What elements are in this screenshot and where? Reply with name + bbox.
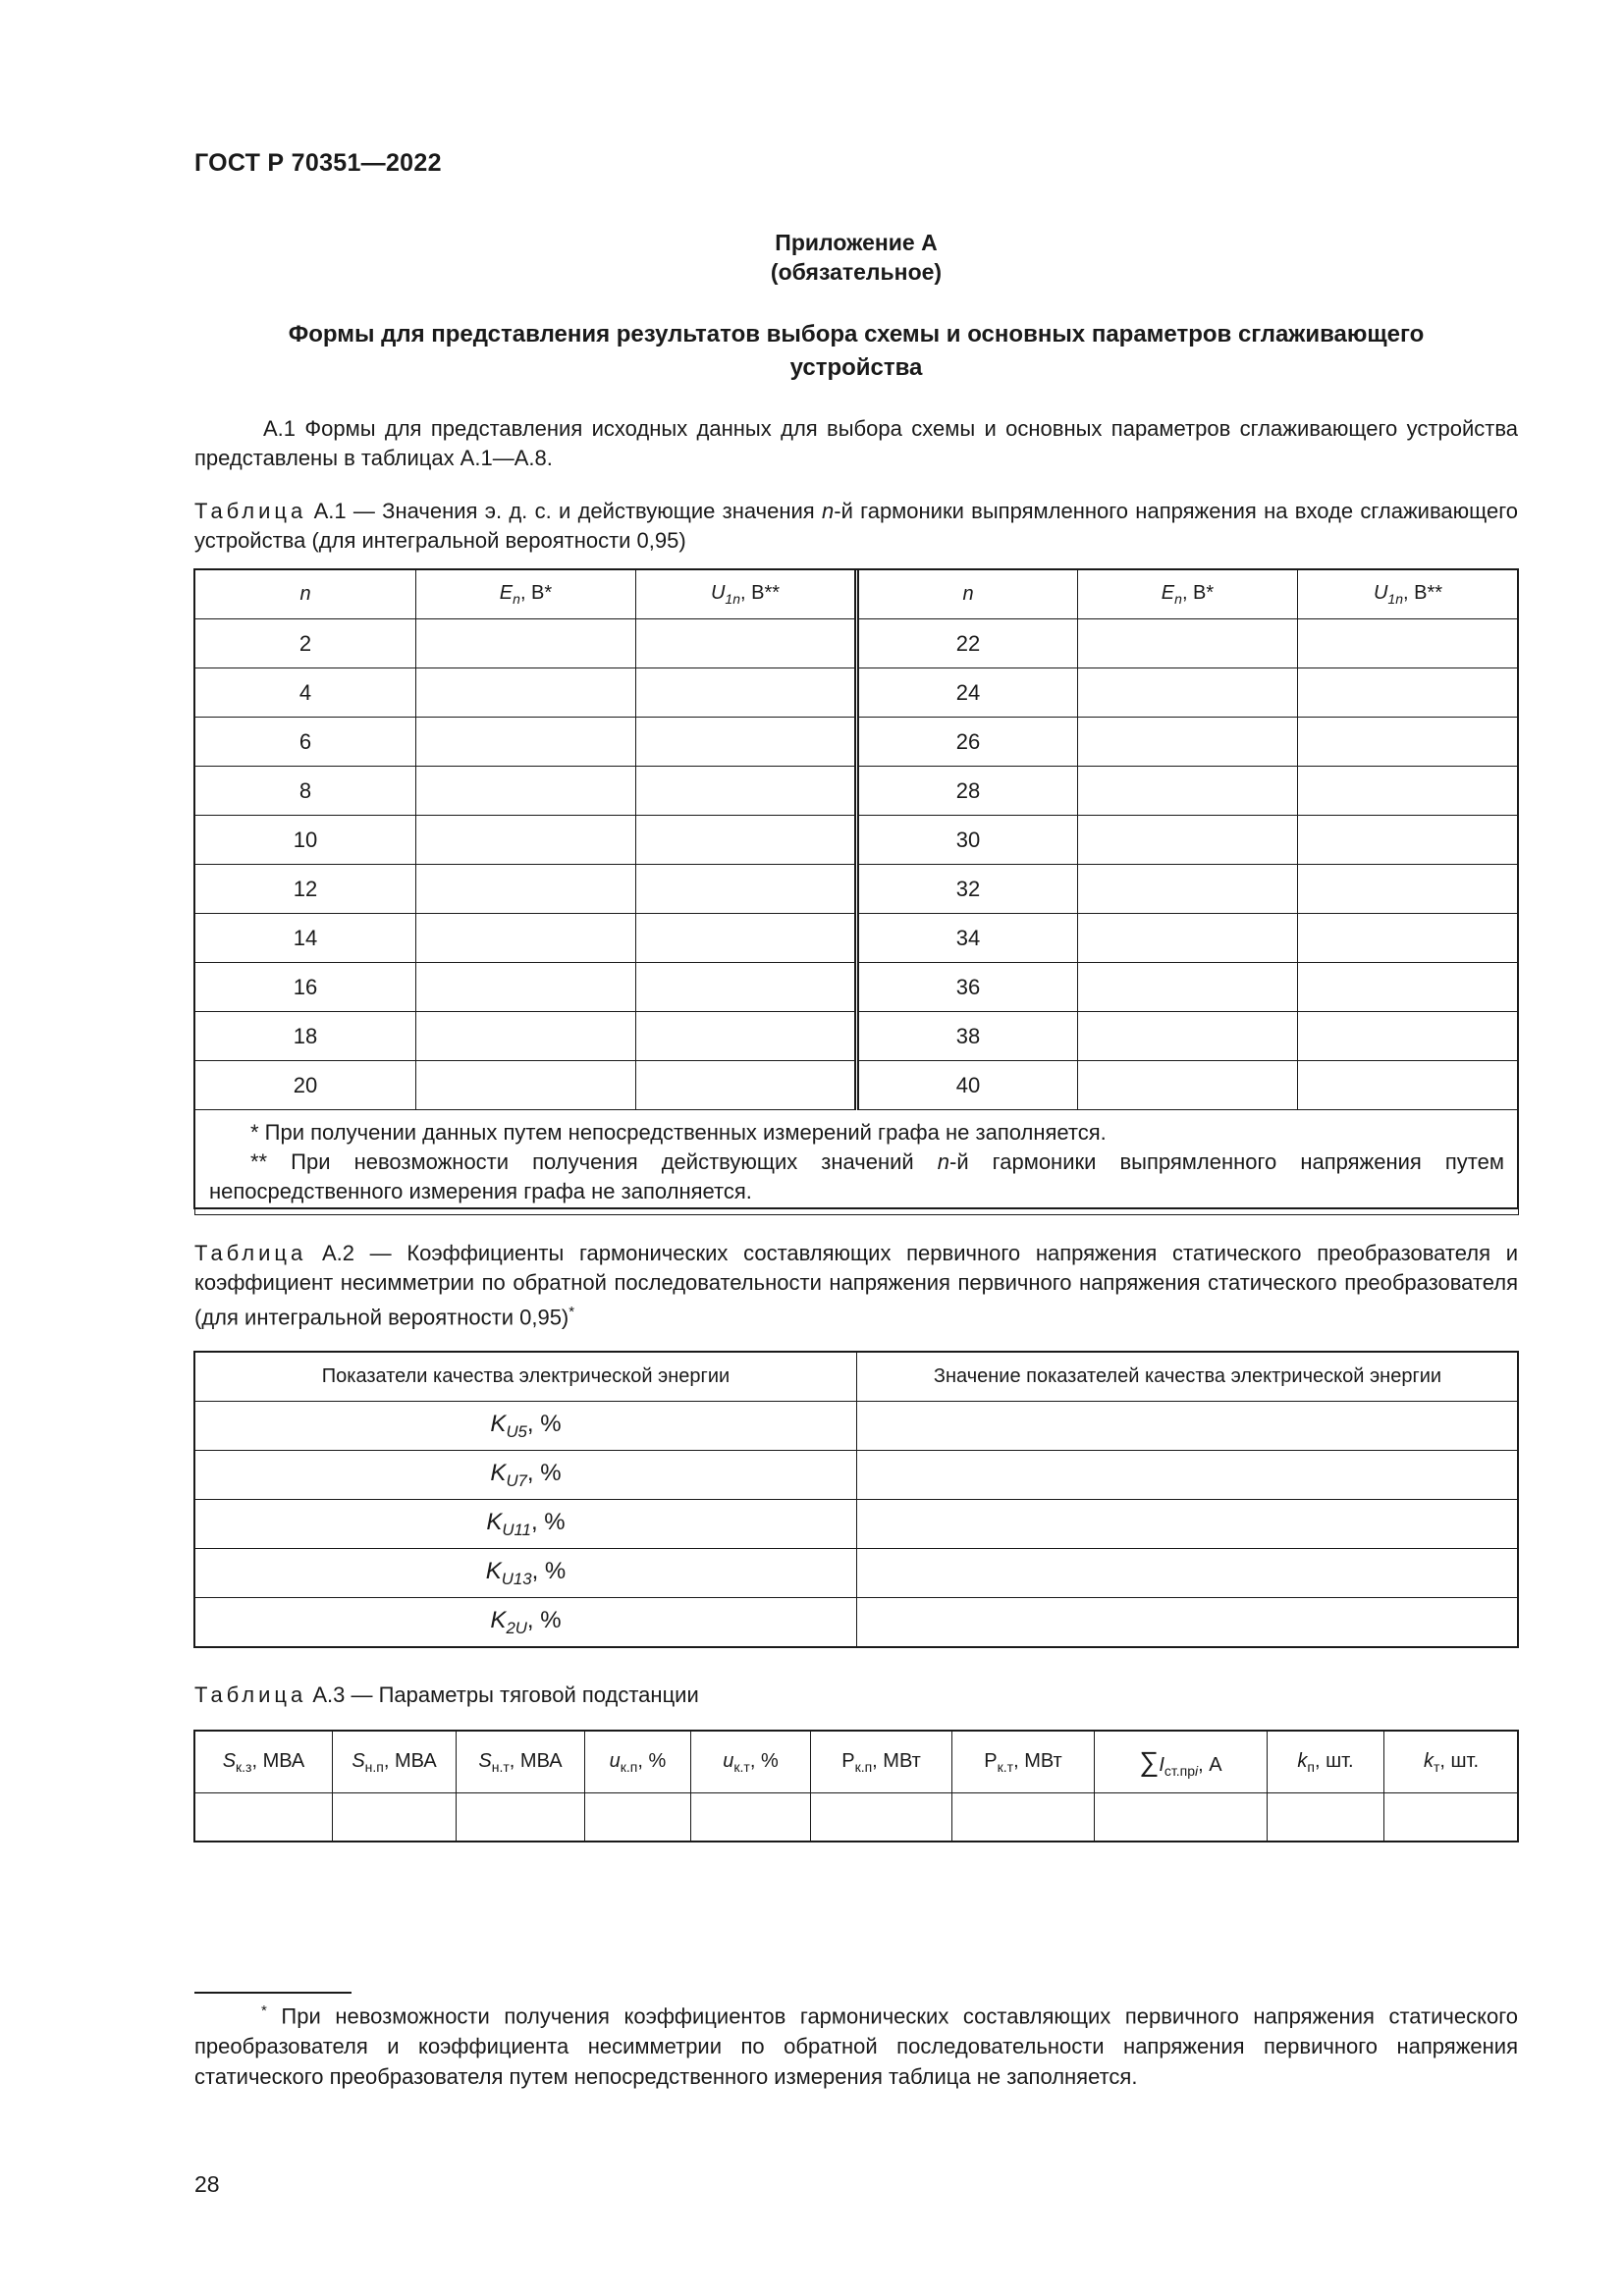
table1-header-e-right: $E_n$, В* <box>1078 570 1298 619</box>
table-row <box>195 1500 1519 1549</box>
table-a1 <box>194 569 1519 1215</box>
table-row <box>195 1061 1519 1110</box>
table1-caption-text: А.1 — Значения э. д. с. и действующие значения <box>306 499 822 523</box>
table2-indicator-cell: $K_{U13}$, % <box>195 1549 857 1598</box>
table1-u-cell[interactable] <box>636 963 857 1012</box>
table1-e-cell[interactable] <box>416 865 636 914</box>
table1-u-cell-right[interactable] <box>1298 1012 1519 1061</box>
table1-n-cell: 18 <box>195 1012 416 1061</box>
table2-indicator-cell: $K_{U5}$, % <box>195 1402 857 1451</box>
table1-n-cell-right: 34 <box>857 914 1078 963</box>
table1-u-cell[interactable] <box>636 767 857 816</box>
table3-header-cell: $Р_{к.т}$, МВт <box>952 1732 1095 1793</box>
table2-caption-text: А.2 — Коэффициенты гармонических составляющих первичного напряжения статического преобразователя и коэффициент несимметрии по обратной последовательности напряжения первичного напряжения статического преобразователя (для интегральной вероятности 0,95) <box>194 1241 1518 1330</box>
table3-value-cell[interactable] <box>1095 1793 1268 1842</box>
table1-e-cell[interactable] <box>416 914 636 963</box>
table1-e-cell[interactable] <box>416 1061 636 1110</box>
table3-header-row <box>195 1732 1519 1793</box>
table2-indicator-cell: $K_{U7}$, % <box>195 1451 857 1500</box>
table1-e-cell-right[interactable] <box>1078 767 1298 816</box>
table1-n-cell: 6 <box>195 718 416 767</box>
appendix-title: Приложение А <box>775 230 938 255</box>
table1-n-cell: 16 <box>195 963 416 1012</box>
table1-e-cell[interactable] <box>416 619 636 668</box>
table1-n-cell-right: 36 <box>857 963 1078 1012</box>
table1-caption-n: n <box>822 499 835 523</box>
table1-e-cell[interactable] <box>416 963 636 1012</box>
table1-n-cell-right: 40 <box>857 1061 1078 1110</box>
table2-header-value: Значение показателей качества электрической энергии <box>857 1353 1519 1402</box>
table1-e-cell-right[interactable] <box>1078 668 1298 718</box>
table2-indicator-cell: $K_{U11}$, % <box>195 1500 857 1549</box>
document-code: ГОСТ Р 70351—2022 <box>194 149 442 177</box>
table1-u-cell-right[interactable] <box>1298 668 1519 718</box>
table1-e-cell-right[interactable] <box>1078 1061 1298 1110</box>
table1-u-cell-right[interactable] <box>1298 865 1519 914</box>
table-row <box>195 1012 1519 1061</box>
table1-u-cell[interactable] <box>636 914 857 963</box>
table2-caption-word: Таблица <box>194 1241 307 1265</box>
table2-header-row <box>195 1353 1519 1402</box>
table1-note1: * При получении данных путем непосредственных измерений графа не заполняется. <box>250 1120 1107 1145</box>
table2-value-cell[interactable] <box>857 1500 1519 1549</box>
table1-n-cell-right: 28 <box>857 767 1078 816</box>
table1-u-cell[interactable] <box>636 668 857 718</box>
table3-header-cell: $k_т$, шт. <box>1384 1732 1519 1793</box>
table3-caption-word: Таблица <box>194 1682 307 1707</box>
table2-value-cell[interactable] <box>857 1402 1519 1451</box>
table1-u-cell[interactable] <box>636 619 857 668</box>
table3-header-cell: $S_{н.т}$, МВА <box>457 1732 585 1793</box>
section-title-line2: устройства <box>789 354 923 381</box>
intro-paragraph: А.1 Формы для представления исходных данных для выбора схемы и основных параметров сглаживающего устройства представлены в таблицах А.1—А.8. <box>194 416 1518 470</box>
table1-n-cell: 20 <box>195 1061 416 1110</box>
table1-header-row <box>195 570 1519 619</box>
table3-value-cell[interactable] <box>811 1793 952 1842</box>
section-title <box>194 318 1518 385</box>
table3-header-cell: $S_{к.з}$, МВА <box>195 1732 333 1793</box>
table1-e-cell-right[interactable] <box>1078 619 1298 668</box>
table1-header-e: $E_n$, В* <box>416 570 636 619</box>
table-row <box>195 865 1519 914</box>
table1-e-cell[interactable] <box>416 668 636 718</box>
table1-e-cell-right[interactable] <box>1078 1012 1298 1061</box>
table1-u-cell-right[interactable] <box>1298 963 1519 1012</box>
footnote-text: При невозможности получения коэффициентов гармонических составляющих первичного напряжения статического преобразователя и коэффициента несимметрии по обратной последовательности напряжения первичного напряжения статического преобразователя путем непосредственного измерения таблица не заполняется. <box>194 2003 1518 2090</box>
table1-e-cell-right[interactable] <box>1078 865 1298 914</box>
table3-value-cell[interactable] <box>195 1793 333 1842</box>
table2-caption-mark: * <box>568 1304 575 1320</box>
table3-value-cell[interactable] <box>1384 1793 1519 1842</box>
table1-header-n-right: n <box>857 570 1078 619</box>
table1-n-cell: 2 <box>195 619 416 668</box>
table3-header-cell: $u_{к.п}$, % <box>585 1732 691 1793</box>
table3-header-cell: $\sum I_{ст.прi}$, А <box>1095 1732 1268 1793</box>
table3-value-cell[interactable] <box>691 1793 811 1842</box>
table3-value-cell[interactable] <box>952 1793 1095 1842</box>
table1-u-cell-right[interactable] <box>1298 619 1519 668</box>
table2-indicator-cell: $K_{2U}$, % <box>195 1598 857 1647</box>
table3-value-cell[interactable] <box>585 1793 691 1842</box>
table1-n-cell: 12 <box>195 865 416 914</box>
table1-n-cell-right: 30 <box>857 816 1078 865</box>
table3-value-cell[interactable] <box>457 1793 585 1842</box>
table2-value-cell[interactable] <box>857 1598 1519 1647</box>
table3-data-row <box>195 1793 1519 1842</box>
table-row <box>195 619 1519 668</box>
table1-u-cell[interactable] <box>636 816 857 865</box>
page-number: 28 <box>194 2171 220 2197</box>
table1-n-cell-right: 38 <box>857 1012 1078 1061</box>
table1-u-cell-right[interactable] <box>1298 767 1519 816</box>
section-title-line1: Формы для представления результатов выбора схемы и основных параметров сглаживающего <box>288 321 1425 347</box>
table-row <box>195 816 1519 865</box>
table1-caption-word: Таблица <box>194 499 307 523</box>
table-a2 <box>194 1352 1519 1647</box>
footnote <box>194 1992 1518 2092</box>
table3-value-cell[interactable] <box>333 1793 457 1842</box>
table1-caption <box>194 497 1518 556</box>
table-row <box>195 767 1519 816</box>
table2-header-indicator: Показатели качества электрической энергии <box>195 1353 857 1402</box>
table1-e-cell-right[interactable] <box>1078 718 1298 767</box>
table1-e-cell-right[interactable] <box>1078 816 1298 865</box>
table3-header-cell: $u_{к.т}$, % <box>691 1732 811 1793</box>
table1-header-n: n <box>195 570 416 619</box>
table1-u-cell[interactable] <box>636 1012 857 1061</box>
footnote-mark: * <box>261 2002 267 2019</box>
table-row <box>195 718 1519 767</box>
table1-n-cell-right: 32 <box>857 865 1078 914</box>
table-a3 <box>194 1731 1519 1842</box>
table1-caption-rest: -й гармоники выпрямленного напряжения на входе сглаживающего устройства (для интегральной вероятности 0,95) <box>194 499 1519 553</box>
table1-u-cell-right[interactable] <box>1298 816 1519 865</box>
table-row <box>195 963 1519 1012</box>
table1-e-cell[interactable] <box>416 816 636 865</box>
table1-u-cell[interactable] <box>636 865 857 914</box>
table1-header-u: $U_{1n}$, В** <box>636 570 857 619</box>
table1-notes-row <box>195 1110 1519 1215</box>
table3-header-cell: $k_п$, шт. <box>1268 1732 1384 1793</box>
table3-value-cell[interactable] <box>1268 1793 1384 1842</box>
table3-caption <box>194 1681 1518 1710</box>
table-row <box>195 914 1519 963</box>
table2-caption <box>194 1239 1518 1332</box>
table-row <box>195 1549 1519 1598</box>
table-row <box>195 668 1519 718</box>
table1-e-cell[interactable] <box>416 767 636 816</box>
table1-u-cell-right[interactable] <box>1298 1061 1519 1110</box>
table1-u-cell[interactable] <box>636 718 857 767</box>
table1-u-cell-right[interactable] <box>1298 718 1519 767</box>
table1-u-cell-right[interactable] <box>1298 914 1519 963</box>
table1-notes <box>195 1110 1519 1215</box>
table3-header-cell: $S_{н.п}$, МВА <box>333 1732 457 1793</box>
table2-value-cell[interactable] <box>857 1451 1519 1500</box>
table-row <box>195 1451 1519 1500</box>
table1-e-cell-right[interactable] <box>1078 963 1298 1012</box>
table1-n-cell: 4 <box>195 668 416 718</box>
table1-n-cell-right: 24 <box>857 668 1078 718</box>
table1-n-cell-right: 22 <box>857 619 1078 668</box>
table1-header-u-right: $U_{1n}$, В** <box>1298 570 1519 619</box>
table1-e-cell-right[interactable] <box>1078 914 1298 963</box>
table1-e-cell[interactable] <box>416 718 636 767</box>
table1-u-cell[interactable] <box>636 1061 857 1110</box>
table2-value-cell[interactable] <box>857 1549 1519 1598</box>
table1-e-cell[interactable] <box>416 1012 636 1061</box>
table-row <box>195 1402 1519 1451</box>
table3-caption-text: А.3 — Параметры тяговой подстанции <box>306 1682 699 1707</box>
table1-n-cell: 8 <box>195 767 416 816</box>
table1-n-cell-right: 26 <box>857 718 1078 767</box>
table1-n-cell: 14 <box>195 914 416 963</box>
table1-note2-cont: непосредственного измерения графа не заполняется. <box>209 1179 752 1203</box>
table-row <box>195 1598 1519 1647</box>
table3-header-cell: $Р_{к.п}$, МВт <box>811 1732 952 1793</box>
table1-note2: ** При невозможности получения действующих значений n-й гармоники выпрямленного напряжения путем <box>250 1149 1505 1174</box>
table1-n-cell: 10 <box>195 816 416 865</box>
appendix-status: (обязательное) <box>770 259 943 285</box>
